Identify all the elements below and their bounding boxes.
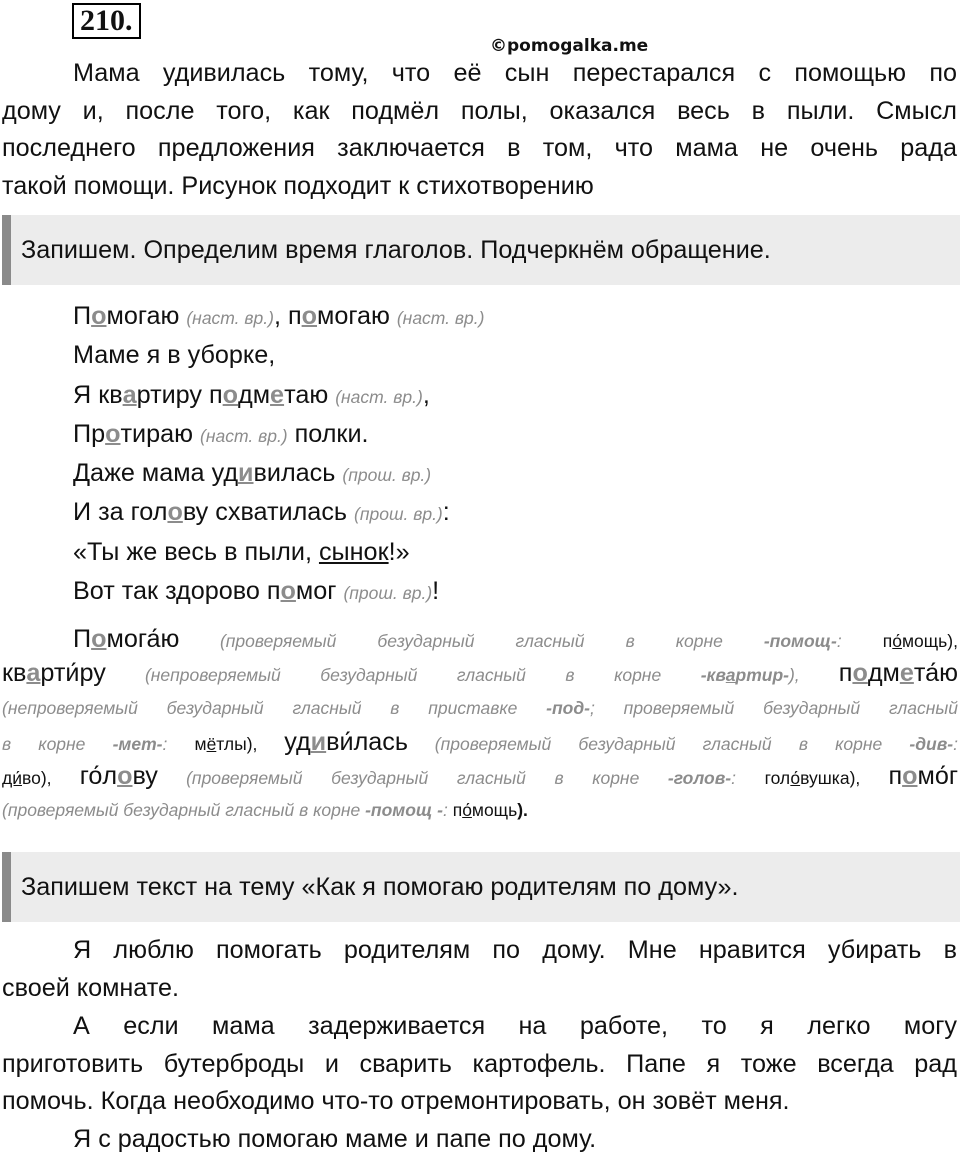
text: ртиру п xyxy=(136,380,223,409)
task-banner-text: Запишем текст на тему «Как я помогаю родителям по дому». xyxy=(21,872,739,901)
text: гол xyxy=(764,768,791,789)
root: -помощ - xyxy=(365,800,443,821)
task-banner-text: Запишем. Определим время глаголов. Подчеркнём обращение. xyxy=(21,235,771,264)
vowel-highlight: а xyxy=(122,380,137,409)
vowel-highlight: о xyxy=(91,302,107,330)
essay-line: приготовить бутерброды и сварить картофель. Папе я тоже всегда рад xyxy=(2,1049,957,1078)
text: «Ты же весь в пыли, xyxy=(73,537,319,566)
note xyxy=(2,698,958,718)
note xyxy=(220,631,958,651)
text: : xyxy=(442,498,450,527)
intro-line: такой помощи. Рисунок подходит к стихотворению xyxy=(2,171,594,200)
poem xyxy=(73,297,484,611)
text: (проверяемый безударный гласный в корне xyxy=(434,733,910,754)
explanation-line xyxy=(2,691,958,725)
tense-label: (прош. вр.) xyxy=(342,465,432,486)
text: : xyxy=(731,768,765,789)
text: (проверяемый безударный гласный в корне xyxy=(2,800,366,821)
text: (непроверяемый безударный гласный в корне xyxy=(144,665,701,686)
text: вилась xyxy=(253,459,336,488)
root: -под- xyxy=(546,697,591,718)
text: : xyxy=(162,733,195,754)
vowel-highlight: и xyxy=(238,459,254,488)
text: во xyxy=(22,768,41,789)
tense-label: (прош. вр.) xyxy=(343,583,433,604)
text: (проверяемый безударный гласный в корне xyxy=(186,768,668,789)
vowel-highlight: о xyxy=(91,625,107,653)
tense-label: (наст. вр.) xyxy=(186,308,274,328)
vowel-highlight: о xyxy=(902,762,918,791)
text: ), xyxy=(246,733,258,754)
text: п xyxy=(452,800,463,821)
text: Вот так здорово п xyxy=(73,577,281,606)
root-vowel: а xyxy=(725,665,736,686)
essay-line: Я с радостью помогаю маме и папе по дому. xyxy=(73,1125,597,1153)
root: -див- xyxy=(909,733,954,754)
essay-paragraph-2 xyxy=(2,1008,957,1121)
text: тлы xyxy=(216,733,247,754)
poem-line-8 xyxy=(73,572,484,611)
address-underlined: сынок xyxy=(318,537,389,566)
poem-line-1 xyxy=(73,297,484,336)
text: п xyxy=(888,762,903,791)
watermark: ©pomogalka.me xyxy=(490,36,649,56)
root: -помощ- xyxy=(763,631,837,651)
intro-line: дому и, после того, как подмёл полы, оказался весь в пыли. Смысл xyxy=(2,96,957,125)
text: Пр xyxy=(73,419,106,448)
essay-paragraph-1 xyxy=(2,932,957,1007)
text: (непроверяемый безударный гласный в приставке xyxy=(2,697,547,718)
text: п xyxy=(882,631,893,651)
text: !» xyxy=(388,537,410,566)
note xyxy=(2,734,257,754)
text: полки. xyxy=(294,419,369,448)
root: ртир- xyxy=(735,665,789,686)
vowel-highlight: о xyxy=(280,577,296,606)
vowel-highlight: о xyxy=(222,380,239,409)
note xyxy=(186,768,860,788)
note xyxy=(145,665,800,685)
root: -мет- xyxy=(112,733,163,754)
text: мога́ю xyxy=(106,625,180,653)
text: уд xyxy=(284,727,311,756)
text: кв xyxy=(2,659,27,688)
vowel-highlight: и xyxy=(310,727,327,756)
text: ), xyxy=(788,665,800,686)
text: ), xyxy=(40,768,52,789)
text: : xyxy=(442,800,453,821)
tense-label: (наст. вр.) xyxy=(200,425,288,446)
stressed-vowel: о́ xyxy=(790,768,801,789)
text: мо́г xyxy=(917,762,959,791)
essay-line: помочь. Когда необходимо что-то отремонтировать, он зовёт меня. xyxy=(2,1087,790,1115)
intro-line: Мама удивилась тому, что её сын перестарался с помощью по xyxy=(73,59,957,87)
stressed-vowel: о́ xyxy=(892,631,902,651)
explanation-line xyxy=(2,759,958,793)
spelling-explanation xyxy=(2,622,958,828)
poem-line-6 xyxy=(73,493,484,532)
task-banner-1 xyxy=(2,215,960,285)
text: ; проверяемый безударный гласный xyxy=(590,697,958,718)
text: ), xyxy=(947,631,958,651)
text: И за гол xyxy=(73,498,168,527)
text: дм xyxy=(867,659,900,688)
vowel-highlight: е xyxy=(899,659,914,688)
text: мог xyxy=(295,577,337,606)
vowel-highlight: о xyxy=(852,659,868,688)
task-banner-2 xyxy=(2,852,960,922)
stressed-vowel: ди́ xyxy=(2,768,22,789)
text: : xyxy=(953,733,959,754)
vowel-highlight: о xyxy=(167,498,183,527)
note xyxy=(2,800,528,820)
poem-line-5 xyxy=(73,454,484,493)
text: м xyxy=(194,733,207,754)
text: мощь xyxy=(902,631,948,651)
text: Даже мама уд xyxy=(73,459,239,488)
poem-line-4 xyxy=(73,415,484,454)
text: го́л xyxy=(79,762,118,791)
tense-label: (наст. вр.) xyxy=(396,308,485,328)
stressed-vowel: ё xyxy=(206,733,217,754)
text: ву xyxy=(132,762,158,791)
text: (проверяемый безударный гласный в корне xyxy=(219,631,764,651)
essay-line: своей комнате. xyxy=(2,973,180,1002)
root: -кв xyxy=(700,665,726,686)
poem-line-7 xyxy=(73,533,484,572)
vowel-highlight: о xyxy=(105,419,121,448)
text: та́ю xyxy=(913,659,959,688)
text: П xyxy=(73,302,92,330)
text: таю xyxy=(284,380,329,409)
text: ву схватилась xyxy=(182,498,348,527)
text: ви́лась xyxy=(326,727,409,756)
poem-line-2: Маме я в уборке, xyxy=(73,341,276,370)
text: могаю xyxy=(317,302,390,330)
text: , xyxy=(422,380,430,409)
text: в корне xyxy=(2,733,113,754)
explanation-line xyxy=(2,793,958,827)
vowel-highlight: о xyxy=(117,762,133,791)
text: ), xyxy=(849,768,861,789)
text: ! xyxy=(432,577,440,606)
poem-line-3 xyxy=(73,376,484,415)
text: могаю xyxy=(106,302,180,330)
stressed-vowel: о́ xyxy=(462,800,472,821)
essay-line: Я люблю помогать родителям по дому. Мне нравится убирать в xyxy=(73,936,957,964)
text: , п xyxy=(273,302,302,330)
note xyxy=(435,734,958,754)
intro-line: последнего предложения заключается в том, что мама не очень рада xyxy=(2,134,957,162)
tense-label: (наст. вр.) xyxy=(335,386,423,407)
vowel-highlight: а xyxy=(26,659,41,688)
vowel-highlight: е xyxy=(270,380,285,409)
text: вушка xyxy=(800,768,850,789)
tense-label: (прош. вр.) xyxy=(354,504,443,525)
text: : xyxy=(836,631,883,651)
text: рти́ру xyxy=(40,659,106,688)
explanation-line xyxy=(2,622,958,656)
essay-line: А если мама задерживается на работе, то я легко могу xyxy=(73,1012,957,1040)
explanation-line xyxy=(2,725,958,759)
vowel-highlight: о xyxy=(301,302,317,330)
text: дм xyxy=(238,380,271,409)
text: п xyxy=(838,659,853,688)
essay-paragraph-3 xyxy=(2,1121,957,1159)
text: Я кв xyxy=(73,380,123,409)
text: П xyxy=(73,625,92,653)
exercise-number: 210. xyxy=(72,3,141,39)
text: мощь xyxy=(471,800,518,821)
text: тираю xyxy=(120,419,194,448)
text: ). xyxy=(517,800,528,821)
explanation-line xyxy=(2,656,958,690)
root: -голов- xyxy=(667,768,732,789)
intro-paragraph xyxy=(2,55,957,205)
